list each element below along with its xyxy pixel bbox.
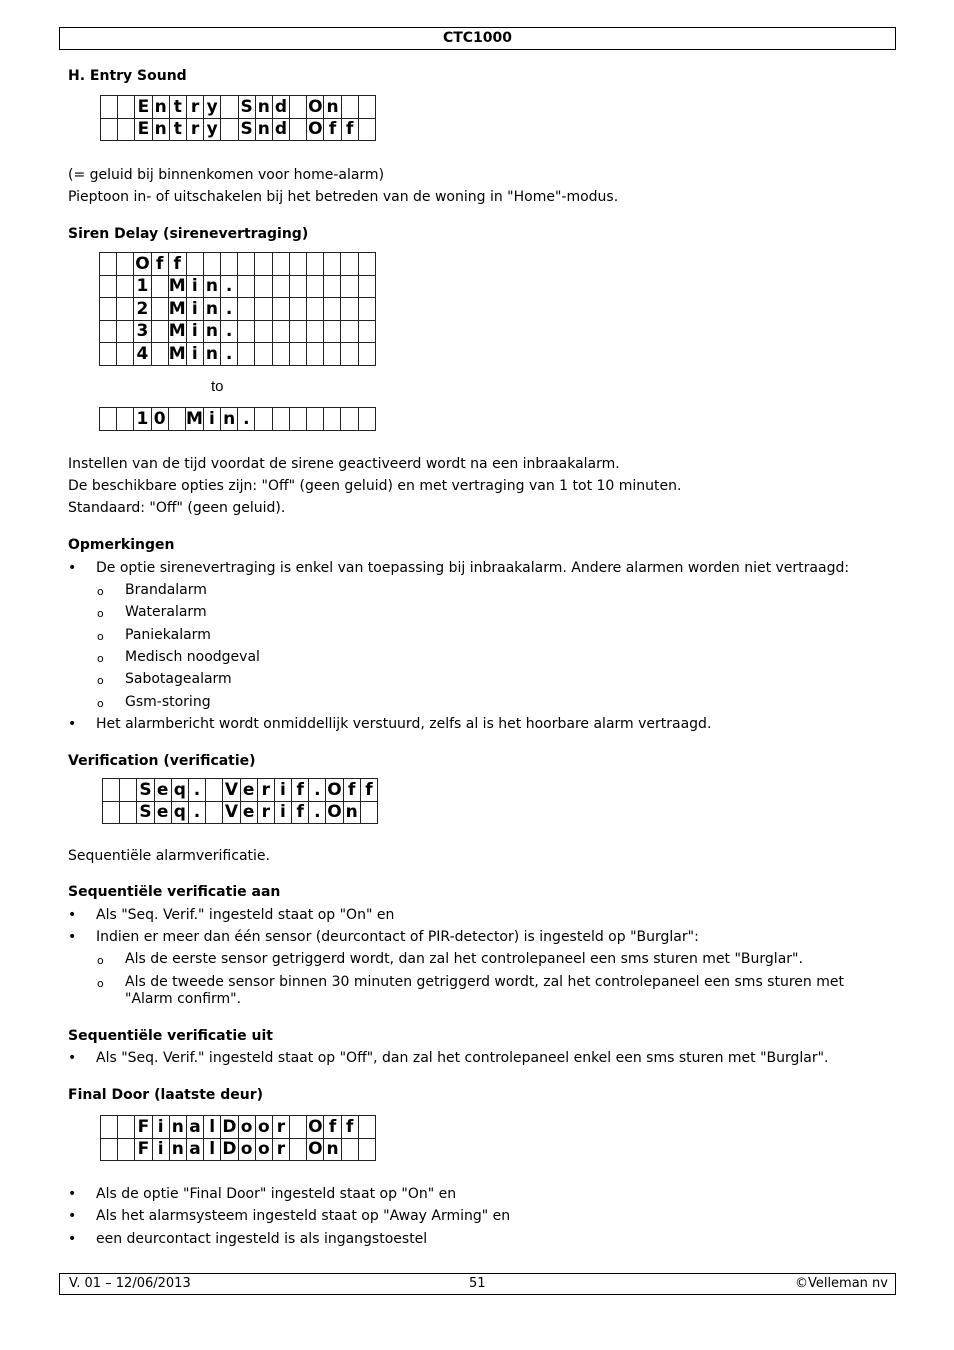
section-heading-seq-off: Sequentiële verificatie uit	[68, 1028, 273, 1044]
lcd-cell	[103, 801, 120, 824]
lcd-cell: S	[238, 118, 255, 141]
section-heading-seq-on: Sequentiële verificatie aan	[68, 884, 281, 900]
lcd-cell	[290, 1116, 307, 1139]
lcd-cell: 2	[134, 298, 151, 321]
lcd-cell	[341, 275, 358, 298]
lcd-cell: t	[169, 96, 186, 119]
lcd-cell: 1	[134, 408, 151, 431]
lcd-cell: n	[203, 320, 220, 343]
lcd-cell	[221, 96, 238, 119]
lcd-cell	[206, 801, 223, 824]
lcd-cell	[255, 298, 272, 321]
sub-list-item-continued: "Alarm confirm".	[125, 991, 242, 1007]
lcd-cell	[341, 408, 358, 431]
lcd-cell: o	[255, 1138, 272, 1161]
sub-bullet-icon: o	[97, 954, 104, 967]
lcd-cell: r	[272, 1116, 289, 1139]
lcd-cell: r	[272, 1138, 289, 1161]
lcd-cell: f	[292, 779, 309, 802]
lcd-cell	[117, 408, 134, 431]
lcd-cell	[103, 779, 120, 802]
lcd-cell	[151, 320, 168, 343]
lcd-cell: O	[308, 96, 323, 117]
lcd-cell: S	[137, 779, 154, 802]
sub-bullet-icon: o	[97, 607, 104, 620]
sub-list-item: Als de eerste sensor getriggerd wordt, dan zal het controlepaneel een sms sturen met "Burglar".	[125, 951, 803, 967]
lcd-cell	[151, 275, 168, 298]
lcd-cell: a	[186, 1116, 203, 1139]
lcd-cell	[100, 408, 117, 431]
paragraph: Pieptoon in- of uitschakelen bij het betreden van de woning in "Home"-modus.	[68, 189, 619, 205]
lcd-cell	[117, 253, 134, 276]
lcd-cell: y	[204, 96, 221, 119]
lcd-cell: n	[324, 96, 341, 119]
sub-list-item: Wateralarm	[125, 604, 207, 620]
lcd-cell: .	[188, 779, 205, 802]
lcd-cell: n	[152, 118, 169, 141]
lcd-cell: E	[135, 96, 152, 119]
lcd-cell	[238, 343, 255, 366]
lcd-cell: q	[171, 779, 188, 802]
range-label-to: to	[211, 378, 224, 395]
bullet-icon: •	[68, 929, 77, 945]
lcd-display-siren-delay	[99, 252, 376, 366]
lcd-row	[100, 320, 376, 343]
lcd-cell: S	[238, 96, 255, 119]
list-item: Als de optie "Final Door" ingesteld staat op "On" en	[96, 1186, 457, 1202]
lcd-cell: .	[188, 801, 205, 824]
lcd-cell: n	[169, 1116, 186, 1139]
lcd-row	[100, 275, 376, 298]
lcd-cell	[341, 1138, 358, 1161]
lcd-cell: d	[272, 96, 289, 119]
lcd-display-final-door	[100, 1115, 376, 1161]
lcd-cell	[324, 298, 341, 321]
lcd-cell	[289, 343, 306, 366]
lcd-cell	[118, 118, 135, 141]
lcd-cell: n	[203, 298, 220, 321]
lcd-cell	[255, 275, 272, 298]
lcd-display-verification	[102, 778, 378, 824]
section-heading-siren-delay: Siren Delay (sirenevertraging)	[68, 226, 309, 242]
lcd-cell	[151, 343, 168, 366]
lcd-cell: t	[169, 118, 186, 141]
lcd-cell: f	[324, 118, 341, 141]
lcd-cell: o	[255, 1116, 272, 1139]
lcd-cell	[341, 253, 358, 276]
lcd-cell: 1	[134, 275, 151, 298]
sub-bullet-icon: o	[97, 585, 104, 598]
lcd-cell	[255, 320, 272, 343]
lcd-cell	[290, 96, 307, 119]
lcd-cell	[272, 298, 289, 321]
lcd-cell: O	[327, 779, 342, 800]
lcd-cell: f	[168, 253, 186, 276]
lcd-cell	[118, 96, 135, 119]
lcd-cell: i	[186, 275, 203, 298]
section-heading-verification: Verification (verificatie)	[68, 753, 256, 769]
lcd-cell	[306, 343, 323, 366]
lcd-cell	[324, 343, 341, 366]
lcd-cell: f	[343, 779, 360, 802]
lcd-cell	[120, 801, 137, 824]
lcd-cell: q	[171, 801, 188, 824]
lcd-cell	[238, 320, 255, 343]
sub-list-item: Gsm-storing	[125, 694, 211, 710]
lcd-cell: i	[203, 408, 220, 431]
lcd-cell: f	[324, 1116, 341, 1139]
lcd-cell	[306, 298, 323, 321]
lcd-cell: n	[324, 1138, 341, 1161]
lcd-cell: a	[186, 1138, 203, 1161]
lcd-cell: F	[135, 1138, 152, 1161]
lcd-cell: e	[154, 779, 171, 802]
sub-bullet-icon: o	[97, 630, 104, 643]
sub-list-item: Sabotagealarm	[125, 671, 232, 687]
lcd-cell: e	[240, 801, 257, 824]
bullet-icon: •	[68, 1231, 77, 1247]
lcd-cell	[168, 408, 185, 431]
footer-page-number: 51	[469, 1276, 486, 1291]
lcd-row	[100, 408, 376, 431]
list-item: Indien er meer dan één sensor (deurcontact of PIR-detector) is ingesteld op "Burglar":	[96, 929, 699, 945]
lcd-cell: E	[135, 118, 152, 141]
lcd-cell	[290, 1138, 307, 1161]
bullet-icon: •	[68, 1186, 77, 1202]
lcd-row	[103, 779, 378, 802]
lcd-cell	[306, 408, 323, 431]
lcd-cell	[289, 275, 306, 298]
lcd-row	[100, 253, 376, 276]
lcd-cell	[117, 320, 134, 343]
section-heading-final-door: Final Door (laatste deur)	[68, 1087, 264, 1103]
lcd-cell	[101, 96, 118, 119]
lcd-cell	[324, 320, 341, 343]
lcd-cell: f	[360, 779, 377, 802]
paragraph: Standaard: "Off" (geen geluid).	[68, 500, 286, 516]
lcd-cell	[118, 1116, 135, 1139]
lcd-display-siren-delay-max	[99, 407, 376, 431]
list-item: Als "Seq. Verif." ingesteld staat op "Off", dan zal het controlepaneel enkel een sms sturen met "Burglar".	[96, 1050, 829, 1066]
lcd-cell	[360, 801, 377, 824]
lcd-cell: 3	[134, 320, 151, 343]
lcd-cell: r	[257, 801, 274, 824]
lcd-cell	[289, 320, 306, 343]
lcd-cell: M	[168, 343, 186, 364]
lcd-cell	[238, 253, 255, 276]
paragraph: De beschikbare opties zijn: "Off" (geen geluid) en met vertraging van 1 tot 10 minuten.	[68, 478, 682, 494]
paragraph: Instellen van de tijd voordat de sirene geactiveerd wordt na een inbraakalarm.	[68, 456, 620, 472]
lcd-cell: d	[272, 118, 289, 141]
bullet-icon: •	[68, 560, 77, 576]
lcd-cell: .	[221, 298, 238, 321]
lcd-cell	[100, 320, 117, 343]
lcd-cell	[272, 275, 289, 298]
lcd-cell: r	[186, 96, 203, 119]
lcd-cell	[358, 1116, 375, 1139]
lcd-cell	[358, 275, 375, 298]
lcd-cell: .	[238, 408, 255, 431]
sub-bullet-icon: o	[97, 652, 104, 665]
lcd-cell: F	[135, 1116, 152, 1139]
lcd-cell: .	[221, 343, 238, 366]
lcd-cell	[206, 779, 223, 802]
lcd-cell	[290, 118, 307, 141]
lcd-cell: i	[186, 320, 203, 343]
lcd-cell	[272, 320, 289, 343]
lcd-cell	[117, 298, 134, 321]
lcd-cell: n	[343, 801, 360, 824]
lcd-cell: .	[309, 779, 326, 802]
lcd-cell: V	[223, 801, 240, 824]
lcd-cell	[186, 253, 203, 276]
lcd-cell	[100, 253, 117, 276]
sub-bullet-icon: o	[97, 674, 104, 687]
lcd-cell	[306, 253, 323, 276]
lcd-cell	[118, 1138, 135, 1161]
list-item: een deurcontact ingesteld is als ingangstoestel	[96, 1231, 428, 1247]
lcd-row	[100, 298, 376, 321]
lcd-cell	[358, 118, 375, 141]
lcd-cell	[101, 1116, 118, 1139]
lcd-cell	[203, 253, 220, 276]
lcd-cell: 0	[151, 408, 168, 431]
lcd-cell: i	[186, 343, 203, 366]
lcd-cell: S	[137, 801, 154, 824]
lcd-cell: O	[308, 119, 323, 140]
lcd-cell: .	[309, 801, 326, 824]
lcd-cell	[221, 118, 238, 141]
lcd-cell: i	[274, 801, 291, 824]
lcd-cell: n	[203, 275, 220, 298]
lcd-cell: e	[240, 779, 257, 802]
lcd-cell	[341, 320, 358, 343]
lcd-cell	[341, 298, 358, 321]
sub-bullet-icon: o	[97, 697, 104, 710]
lcd-cell	[358, 96, 375, 119]
lcd-row	[101, 1138, 376, 1161]
lcd-row	[101, 1116, 376, 1139]
paragraph: (= geluid bij binnenkomen voor home-alarm)	[68, 167, 385, 183]
lcd-cell: n	[169, 1138, 186, 1161]
lcd-cell: f	[341, 1116, 358, 1139]
lcd-cell: M	[185, 408, 203, 429]
lcd-cell: i	[274, 779, 291, 802]
lcd-cell	[120, 779, 137, 802]
lcd-cell	[255, 408, 272, 431]
lcd-cell	[324, 408, 341, 431]
lcd-cell	[324, 275, 341, 298]
lcd-cell	[358, 253, 375, 276]
lcd-cell: r	[186, 118, 203, 141]
lcd-row	[100, 343, 376, 366]
list-item: Als het alarmsysteem ingesteld staat op "Away Arming" en	[96, 1208, 511, 1224]
lcd-cell: o	[238, 1138, 255, 1161]
lcd-cell: n	[221, 408, 238, 431]
lcd-cell	[272, 343, 289, 366]
lcd-cell	[238, 298, 255, 321]
lcd-cell: r	[257, 779, 274, 802]
page-footer	[59, 1273, 896, 1295]
lcd-cell: n	[255, 118, 272, 141]
lcd-cell	[289, 253, 306, 276]
lcd-cell	[341, 96, 358, 119]
lcd-cell: O	[308, 1116, 323, 1137]
lcd-cell: .	[221, 275, 238, 298]
bullet-icon: •	[68, 716, 77, 732]
page-header: CTC1000	[59, 27, 896, 50]
lcd-cell	[306, 275, 323, 298]
lcd-cell: i	[186, 298, 203, 321]
lcd-cell	[289, 298, 306, 321]
lcd-cell: D	[222, 1116, 237, 1137]
lcd-cell	[358, 320, 375, 343]
lcd-row	[103, 801, 378, 824]
lcd-cell: i	[152, 1116, 169, 1139]
lcd-row	[101, 96, 376, 119]
list-item: De optie sirenevertraging is enkel van toepassing bij inbraakalarm. Andere alarmen worden niet vertraagd:	[96, 560, 850, 576]
lcd-cell: O	[135, 253, 150, 274]
lcd-cell: 4	[134, 343, 151, 366]
lcd-cell: O	[327, 802, 342, 823]
lcd-cell: D	[222, 1139, 237, 1160]
lcd-cell	[117, 343, 134, 366]
lcd-cell	[238, 275, 255, 298]
bullet-icon: •	[68, 1050, 77, 1066]
lcd-row	[101, 118, 376, 141]
lcd-cell: M	[168, 298, 186, 319]
lcd-cell: i	[152, 1138, 169, 1161]
lcd-cell: n	[255, 96, 272, 119]
lcd-cell	[100, 275, 117, 298]
lcd-cell	[100, 298, 117, 321]
list-item: Als "Seq. Verif." ingesteld staat op "On" en	[96, 907, 395, 923]
sub-list-item: Paniekalarm	[125, 627, 211, 643]
lcd-cell: e	[154, 801, 171, 824]
lcd-display-entry-sound	[100, 95, 376, 141]
lcd-cell: f	[292, 801, 309, 824]
section-heading-entry-sound: H. Entry Sound	[68, 68, 187, 84]
lcd-cell	[358, 408, 375, 431]
lcd-cell: l	[204, 1116, 221, 1139]
lcd-cell	[117, 275, 134, 298]
lcd-cell	[358, 343, 375, 366]
lcd-cell	[358, 1138, 375, 1161]
section-heading-opmerkingen: Opmerkingen	[68, 537, 175, 553]
lcd-cell	[272, 408, 289, 431]
sub-list-item: Medisch noodgeval	[125, 649, 260, 665]
lcd-cell	[100, 343, 117, 366]
lcd-cell: n	[203, 343, 220, 366]
lcd-cell	[151, 298, 168, 321]
list-item: Het alarmbericht wordt onmiddellijk verstuurd, zelfs al is het hoorbare alarm vertraagd.	[96, 716, 712, 732]
lcd-cell	[255, 253, 272, 276]
lcd-cell	[289, 408, 306, 431]
lcd-cell: y	[204, 118, 221, 141]
bullet-icon: •	[68, 1208, 77, 1224]
lcd-cell: n	[152, 96, 169, 119]
lcd-cell: O	[308, 1139, 323, 1160]
sub-bullet-icon: o	[97, 977, 104, 990]
lcd-cell: M	[168, 276, 186, 297]
bullet-icon: •	[68, 907, 77, 923]
lcd-cell	[255, 343, 272, 366]
lcd-cell	[101, 118, 118, 141]
lcd-cell	[358, 298, 375, 321]
footer-copyright: ©Velleman nv	[794, 1276, 888, 1291]
lcd-cell: o	[238, 1116, 255, 1139]
sub-list-item: Brandalarm	[125, 582, 207, 598]
lcd-cell	[272, 253, 289, 276]
lcd-cell: M	[168, 321, 186, 342]
lcd-cell	[341, 343, 358, 366]
lcd-cell: .	[221, 320, 238, 343]
paragraph: Sequentiële alarmverificatie.	[68, 848, 270, 864]
lcd-cell	[324, 253, 341, 276]
footer-version: V. 01 – 12/06/2013	[69, 1276, 191, 1291]
lcd-cell: f	[151, 253, 168, 276]
sub-list-item: Als de tweede sensor binnen 30 minuten getriggerd wordt, zal het controlepaneel een sms sturen met	[125, 974, 844, 990]
lcd-cell	[101, 1138, 118, 1161]
lcd-cell	[306, 320, 323, 343]
lcd-cell: V	[223, 779, 240, 802]
lcd-cell: l	[204, 1138, 221, 1161]
lcd-cell	[221, 253, 238, 276]
lcd-cell: f	[341, 118, 358, 141]
